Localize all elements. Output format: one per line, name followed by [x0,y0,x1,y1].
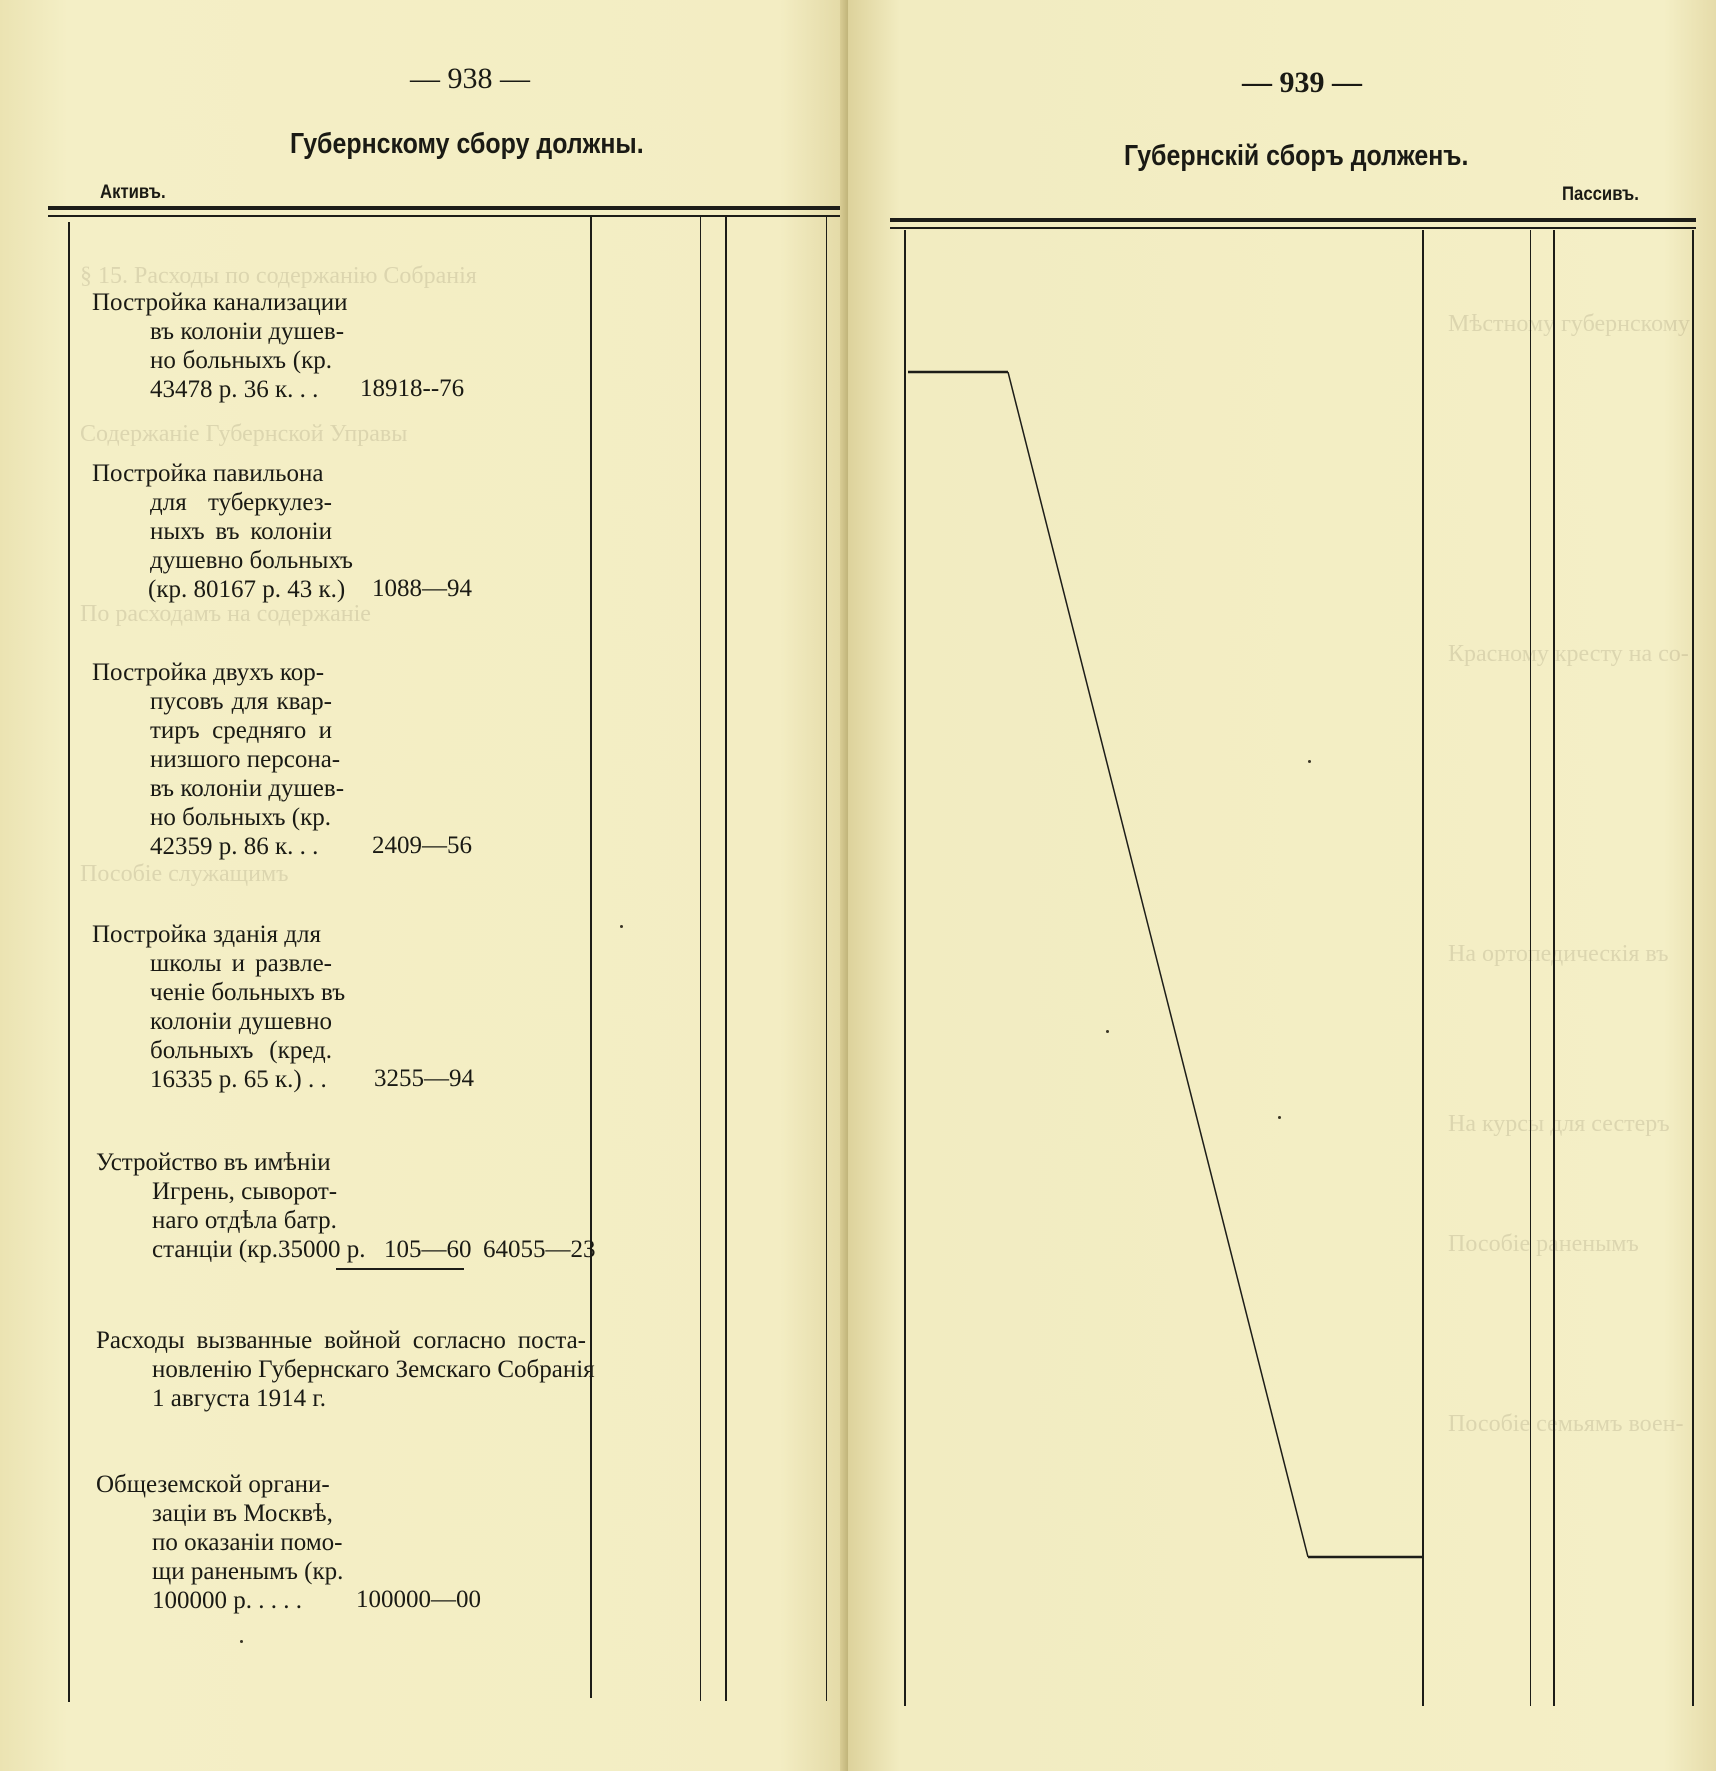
bleed-through-text: Пособіе служащимъ [80,861,289,887]
bleed-through-text: Содержаніе Губернской Управы [80,421,408,447]
bleed-through-text: Красному кресту на со- [1448,641,1689,667]
entry-line: ныхъ въ колоніи [150,518,332,545]
entry-line: Постройка двухъ кор- [92,659,325,686]
bleed-through-text: Мѣстному губернскому [1448,311,1690,337]
entry-amount: 1088—94 [372,575,472,602]
entry-line: Устройство въ имѣніи [96,1149,331,1176]
left-page-number: — 938 — [410,62,530,95]
entry-amount: 100000—00 [356,1586,481,1613]
ink-speck [240,1640,243,1643]
entry-line: щи раненымъ (кр. [152,1558,344,1585]
ink-speck [1106,1030,1109,1033]
subtotal-rule [336,1268,464,1270]
ledger-entry [92,459,353,604]
entry-line: тиръ средняго и [150,717,332,744]
ink-speck [1308,760,1311,763]
entry-line: Постройка павильона [92,460,324,487]
entry-line: Игрень, сыворот- [152,1178,338,1205]
entry-line: для туберкулез- [150,489,332,516]
left-column-header: Активъ. [100,182,166,203]
entry-line: школы и развле- [150,950,332,977]
ledger-entry [92,658,345,861]
entry-line: Расходы вызванные войной согласно поста- [96,1327,586,1354]
entry-line: 16335 р. 65 к.) . . [150,1066,327,1093]
entry-total: 64055—23 [483,1236,596,1263]
bleed-through-text: § 15. Расходы по содержанію Собранія [80,263,477,289]
bleed-through-text: На курсы для сестеръ [1448,1111,1670,1137]
right-page-title: Губернскій сборъ долженъ. [1124,140,1469,172]
entry-line: въ колоніи душев- [150,775,345,802]
entry-line: 1 августа 1914 г. [152,1385,327,1412]
ledger-entry [92,288,348,404]
entry-line: заціи въ Москвѣ, [152,1500,333,1527]
left-column-rule [590,216,592,1698]
bleed-through-text: По расходамъ на содержаніе [80,601,371,627]
left-page [0,0,848,1771]
entry-line: Общеземской органи- [96,1471,330,1498]
entry-amount: 18918--76 [360,375,465,402]
left-page-title: Губернскому сбору должны. [290,128,644,160]
entry-amount: 3255—94 [374,1065,474,1092]
entry-line: 42359 р. 86 к. . . [150,833,319,860]
entry-line: пусовъ для квар- [150,688,332,715]
bleed-through-text: Пособіе раненымъ [1448,1231,1639,1257]
entry-line: (кр. 80167 р. 43 к.) [148,576,346,603]
right-page [848,0,1716,1771]
entry-line: больныхъ (кред. [150,1037,332,1064]
bleed-through-text: Пособіе семьямъ воен- [1448,1411,1684,1437]
entry-line: низшого персона- [150,746,341,773]
entry-line: станціи (кр.35000 р. [152,1236,366,1263]
entry-line: но больныхъ (кр. [150,804,332,831]
ledger-entry [92,920,346,1094]
entry-line: Постройка зданія для [92,921,322,948]
entry-line: по оказаніи помо- [152,1529,343,1556]
entry-line: душевно больныхъ [150,547,353,574]
left-column-rule [68,222,70,1702]
left-column-rule [700,216,701,1701]
entry-amount: 105—60 [384,1236,472,1263]
entry-amount: 2409—56 [372,832,472,859]
ledger-entry [96,1148,366,1264]
ink-speck [1278,1116,1281,1119]
entry-line: ченіе больныхъ въ [150,979,346,1006]
entry-line: въ колоніи душев- [150,318,345,345]
right-column-header: Пассивъ. [1562,184,1639,205]
entry-line: но больныхъ (кр. [150,347,332,374]
entry-line: Постройка канализации [92,289,348,316]
left-header-rule-thin [48,215,848,217]
right-page-number: — 939 — [1242,66,1362,99]
left-column-rule [826,216,827,1701]
bleed-through-text: На ортопедическія въ [1448,941,1669,967]
ink-speck [620,925,623,928]
ledger-entry [96,1470,344,1615]
cancellation-stroke [848,0,1716,1771]
entry-line: 100000 р. . . . . [152,1587,302,1614]
entry-line: новленію Губернскаго Земскаго Собранія [152,1356,595,1383]
section-heading [96,1326,595,1413]
left-column-rule [725,216,727,1701]
entry-line: 43478 р. 36 к. . . [150,376,319,403]
left-header-rule-thick [48,206,848,210]
entry-line: колоніи душевно [150,1008,332,1035]
entry-line: наго отдѣла батр. [152,1207,337,1234]
